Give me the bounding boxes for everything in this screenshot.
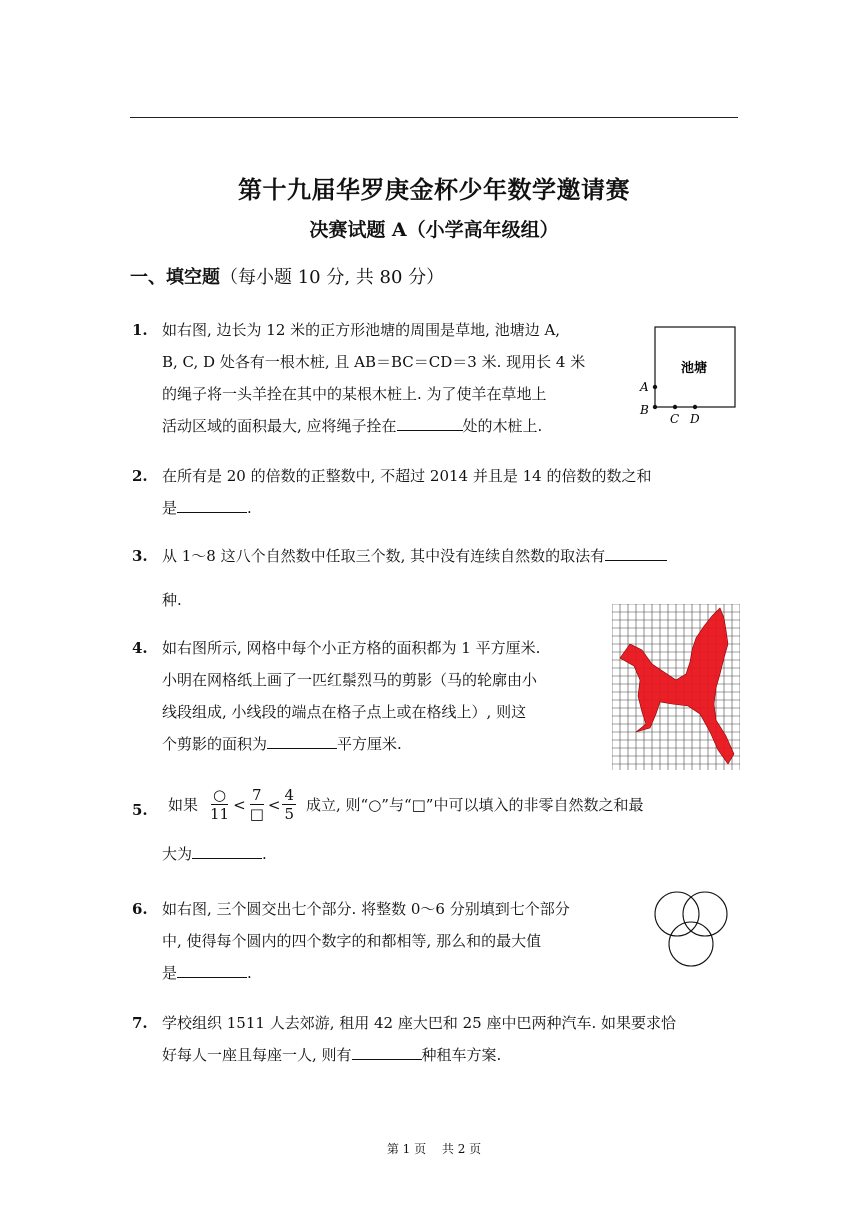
fraction-2 (248, 786, 266, 823)
question-text: 如果 (168, 795, 199, 814)
question-text: 中, 使得每个圆内的四个数字的和都相等, 那么和的最大值 (162, 932, 542, 950)
question-text: 学校组织 1511 人去郊游, 租用 42 座大巴和 25 座中巴两种汽车. 如果要求恰 (162, 1014, 677, 1032)
question-text: 如右图, 边长为 12 米的正方形池塘的周围是草地, 池塘边 A, (162, 321, 561, 339)
question-number: 2. (132, 467, 148, 485)
question-number: 1. (132, 321, 148, 339)
pond-figure (636, 322, 746, 428)
denominator: □ (249, 805, 264, 823)
answer-blank[interactable] (192, 840, 262, 859)
numerator: 7 (252, 786, 262, 804)
answer-blank[interactable] (267, 730, 337, 749)
point-c-label: C (670, 412, 680, 426)
point-d-marker (693, 405, 697, 409)
numerator: ○ (213, 786, 227, 804)
point-c-marker (673, 405, 677, 409)
denominator: 11 (210, 805, 230, 823)
question-text: . (247, 964, 252, 982)
question-number: 4. (132, 639, 148, 657)
question-text: . (262, 845, 267, 863)
question-text: 线段组成, 小线段的端点在格子点上或在格线上）, 则这 (162, 703, 527, 721)
header-rule (130, 117, 738, 118)
question-text: 如右图所示, 网格中每个小正方格的面积都为 1 平方厘米. (162, 639, 541, 657)
question-text: 成立, 则“○”与“□”中可以填入的非零自然数之和最 (306, 795, 644, 814)
less-than: < (233, 795, 246, 814)
pond-label: 池塘 (681, 361, 708, 376)
fraction-3 (282, 786, 296, 823)
point-a-label: A (640, 380, 649, 394)
less-than: < (267, 795, 281, 814)
question-text: 平方厘米. (337, 735, 402, 753)
question-text: 是 (162, 499, 178, 517)
question-text: 在所有是 20 的倍数的正整数中, 不超过 2014 并且是 14 的倍数的数之和 (162, 467, 652, 485)
question-text: 种租车方案. (421, 1046, 502, 1064)
answer-blank[interactable] (352, 1041, 422, 1060)
question-number: 6. (132, 900, 148, 918)
answer-blank[interactable] (177, 959, 247, 978)
question-text: 小明在网格纸上画了一匹红鬃烈马的剪影（马的轮廓由小 (162, 671, 538, 689)
question-text: 大为 (162, 845, 193, 863)
circle-right (683, 892, 727, 936)
section-title: 一、填空题 (130, 267, 220, 288)
point-a-marker (653, 385, 657, 389)
question-text: 是 (162, 964, 178, 982)
answer-blank[interactable] (397, 412, 463, 431)
point-b-marker (653, 405, 657, 409)
question-number: 5. (132, 801, 148, 819)
answer-blank[interactable] (177, 494, 247, 513)
horse-grid-figure (612, 604, 740, 770)
question-text: 活动区域的面积最大, 应将绳子拴在 (162, 417, 397, 435)
exam-subtitle: 决赛试题 A（小学高年级组） (309, 219, 559, 241)
question-text: 种. (162, 591, 182, 609)
circle-bottom (669, 922, 713, 966)
point-b-label: B (640, 403, 649, 417)
question-text: B, C, D 处各有一根木桩, 且 AB＝BC＝CD＝3 米. 现用长 4 米 (162, 353, 586, 371)
fraction-1 (208, 786, 231, 823)
page-footer: 第 1 页 共 2 页 (386, 1142, 482, 1156)
three-circles-figure (648, 888, 736, 972)
question-number: 3. (132, 547, 148, 565)
exam-title: 第十九届华罗庚金杯少年数学邀请赛 (238, 175, 630, 204)
point-d-label: D (690, 412, 700, 426)
horse-silhouette (620, 608, 734, 764)
denominator: 5 (284, 805, 294, 823)
question-text: 个剪影的面积为 (162, 735, 268, 753)
answer-blank[interactable] (605, 542, 667, 561)
section-heading (130, 263, 444, 289)
question-text: 处的木桩上. (462, 417, 543, 435)
question-text: . (247, 499, 252, 517)
question-text: 的绳子将一头羊拴在其中的某根木桩上. 为了使羊在草地上 (162, 385, 547, 403)
circle-left (655, 892, 699, 936)
section-note: （每小题 10 分, 共 80 分） (220, 267, 445, 288)
question-text: 如右图, 三个圆交出七个部分. 将整数 0～6 分别填到七个部分 (162, 900, 570, 918)
question-text: 好每人一座且每座一人, 则有 (162, 1046, 352, 1064)
question-text: 从 1～8 这八个自然数中任取三个数, 其中没有连续自然数的取法有 (162, 547, 606, 565)
numerator: 4 (284, 786, 294, 804)
question-number: 7. (132, 1014, 148, 1032)
